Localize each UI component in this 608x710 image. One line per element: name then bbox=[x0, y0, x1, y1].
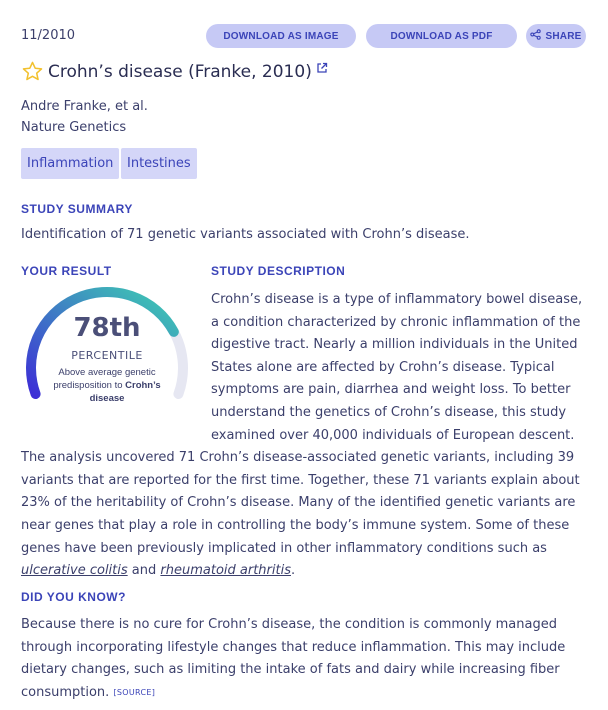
download-image-button[interactable]: DOWNLOAD AS IMAGE bbox=[206, 24, 356, 48]
study-title: Crohn’s disease (Franke, 2010) bbox=[48, 61, 312, 82]
external-link-icon[interactable] bbox=[312, 70, 328, 74]
tag-intestines[interactable]: Intestines bbox=[121, 148, 197, 179]
study-summary-heading: STUDY SUMMARY bbox=[21, 202, 133, 216]
download-pdf-button[interactable]: DOWNLOAD AS PDF bbox=[366, 24, 517, 48]
favorite-star-icon[interactable] bbox=[21, 60, 44, 83]
study-journal: Nature Genetics bbox=[21, 120, 127, 135]
share-label: SHARE bbox=[545, 30, 582, 42]
study-title-row bbox=[21, 60, 328, 83]
study-author: Andre Franke, et al. bbox=[21, 99, 148, 114]
result-note-text: Above average genetic predisposition to bbox=[53, 367, 156, 391]
link-rheumatoid-arthritis[interactable]: rheumatoid arthritis bbox=[160, 563, 291, 579]
did-you-know-heading: DID YOU KNOW? bbox=[21, 590, 126, 604]
percentile-label: PERCENTILE bbox=[71, 349, 143, 362]
result-note-condition: Crohn’s disease bbox=[89, 380, 161, 404]
tag-inflammation[interactable]: Inflammation bbox=[21, 148, 119, 179]
study-summary-text: Identification of 71 genetic variants associated with Crohn’s disease. bbox=[21, 227, 470, 242]
study-date: 11/2010 bbox=[21, 28, 76, 43]
share-icon bbox=[530, 29, 541, 43]
did-you-know-body: Because there is no cure for Crohn’s disease, the condition is commonly managed through incorporating lifestyle changes that reduce inflammation. This may include dietary changes, such as limiting the intake of fats and dairy while increasing fiber consumption. bbox=[21, 617, 566, 700]
did-you-know-text bbox=[21, 614, 587, 704]
source-link[interactable]: [SOURCE] bbox=[113, 687, 156, 697]
link-ulcerative-colitis[interactable]: ulcerative colitis bbox=[21, 563, 128, 579]
study-description-heading: STUDY DESCRIPTION bbox=[211, 264, 346, 278]
description-body: Crohn’s disease is a type of inflammatory bowel disease, a condition characterized by chronic inflammation of the digestive tract. Nearly a million individuals in the United States alone are affected by Crohn’s disease. Typical symptoms are pain, diarrhea and weight loss. To better understand the genetics of Crohn’s disease, this study examined over 40,000 individuals of European descent. The analysis uncovered 71 Crohn’s disease-associated genetic variants, including 39 variants that are reported for the first time. Together, these 71 variants explain about 23% of the heritability of Crohn’s disease. Many of the identified genetic variants are near genes that play a role in controlling the body’s immune system. Some of these genes have been previously implicated in other inflammatory conditions such as bbox=[21, 292, 583, 556]
description-end: . bbox=[290, 563, 296, 579]
study-description-text bbox=[21, 289, 587, 583]
description-conjunction: and bbox=[127, 563, 161, 579]
your-result-heading: YOUR RESULT bbox=[21, 264, 112, 278]
share-button[interactable] bbox=[526, 24, 586, 48]
percentile-value: 78th bbox=[73, 313, 141, 343]
